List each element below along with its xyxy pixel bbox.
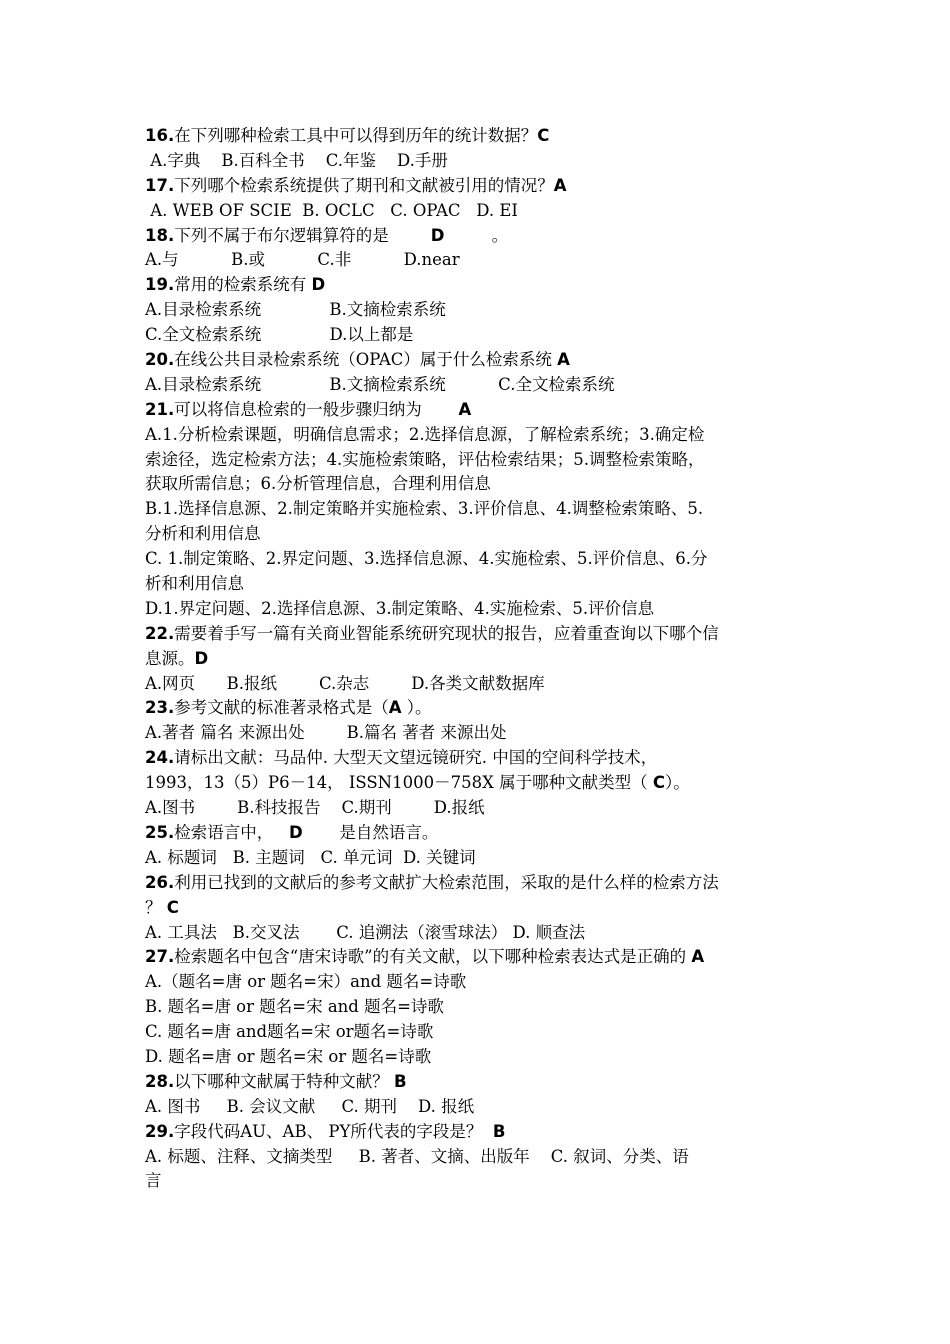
options-line: A.著者 篇名 来源出处 B.篇名 著者 来源出处 [145, 723, 507, 743]
question-line [145, 398, 825, 423]
options-line: A. WEB OF SCIE B. OCLC C. OPAC D. EI [145, 200, 518, 220]
question-tail: ）。 [664, 773, 690, 793]
options-line: A.1.分析检索课题，明确信息需求；2.选择信息源，了解检索系统；3.确定检 [145, 424, 705, 444]
question-text-continued: 1993，13（5）P6－14， ISSN1000－758X 属于哪种文献类型（ [145, 773, 653, 793]
options-line: B.1.选择信息源、2.制定策略并实施检索、3.评价信息、4.调整检索策略、5. [145, 499, 704, 519]
options-line: C.全文检索系统 D.以上都是 [145, 325, 414, 345]
question-continuation [145, 896, 825, 921]
question-text: 检索题名中包含“唐宋诗歌”的有关文献，以下哪种检索表达式是正确的 [174, 947, 692, 967]
options-line: A. 工具法 B.交叉法 C. 追溯法（滚雪球法） D. 顺查法 [145, 922, 586, 942]
question-text: 需要着手写一篇有关商业智能系统研究现状的报告，应着重查询以下哪个信 [174, 623, 719, 643]
options-line: C. 1.制定策略、2.界定问题、3.选择信息源、4.实施检索、5.评价信息、6.分 [145, 549, 708, 569]
question-number: 28. [145, 1071, 175, 1091]
question-text: 下列哪个检索系统提供了期刊和文献被引用的情况？ [174, 175, 554, 195]
answer-letter: C [537, 126, 550, 145]
question-line [145, 746, 825, 771]
question-line [145, 622, 825, 647]
answer-letter: A [553, 175, 567, 195]
question-tail: ）。 [401, 698, 432, 718]
options-line: A.目录检索系统 B.文摘检索系统 C.全文检索系统 [145, 374, 615, 394]
question-line [145, 273, 825, 298]
answer-letter: D [194, 648, 209, 668]
options-line: 言 [145, 1171, 162, 1191]
question-number: 17. [145, 175, 175, 195]
question-number: 24. [145, 748, 175, 768]
answer-letter: D [311, 275, 326, 295]
question-number: 19. [145, 275, 175, 295]
question-line [145, 224, 825, 249]
question-number: 16. [145, 126, 175, 145]
options-line: 获取所需信息；6.分析管理信息，合理利用信息 [145, 474, 491, 494]
question-line [145, 821, 825, 846]
answer-letter: A [458, 399, 472, 419]
question-text: 字段代码AU、AB、 PY所代表的字段是？ [174, 1121, 493, 1141]
document-page [145, 124, 825, 1194]
options-line: A.目录检索系统 B.文摘检索系统 [145, 300, 446, 320]
options-line: D. 题名=唐 or 题名=宋 or 题名=诗歌 [145, 1046, 432, 1066]
options-line: A.与 B.或 C.非 D.near [145, 250, 460, 270]
question-number: 27. [145, 947, 175, 967]
question-line [145, 1070, 825, 1095]
question-number: 20. [145, 350, 175, 370]
answer-letter: C [652, 773, 665, 793]
options-line: C. 题名=唐 and题名=宋 or题名=诗歌 [145, 1022, 434, 1042]
question-text: 常用的检索系统有 [174, 275, 312, 295]
question-text: 检索语言中， [174, 822, 289, 842]
question-text: 请标出文献：马品仲. 大型天文望远镜研究. 中国的空间科学技术， [174, 748, 658, 768]
answer-letter: D [288, 822, 303, 842]
question-text-continued: 息源。 [145, 648, 195, 668]
options-line: A.图书 B.科技报告 C.期刊 D.报纸 [145, 798, 485, 818]
options-line: 索途径，选定检索方法；4.实施检索策略，评估检索结果；5.调整检索策略， [145, 449, 705, 469]
question-number: 21. [145, 399, 175, 419]
question-line [145, 945, 825, 970]
options-line: A. 标题词 B. 主题词 C. 单元词 D. 关键词 [145, 847, 476, 867]
answer-letter: C [166, 897, 179, 917]
question-text: 下列不属于布尔逻辑算符的是 [174, 225, 431, 245]
question-line [145, 124, 825, 149]
options-line: 析和利用信息 [145, 574, 244, 594]
question-text: 以下哪种文献属于特种文献？ [174, 1071, 394, 1091]
options-line: A. 图书 B. 会议文献 C. 期刊 D. 报纸 [145, 1096, 475, 1116]
answer-letter: A [388, 698, 402, 718]
answer-letter: D [430, 225, 445, 245]
question-continuation [145, 771, 825, 796]
question-number: 22. [145, 623, 175, 643]
options-line: B. 题名=唐 or 题名=宋 and 题名=诗歌 [145, 997, 444, 1017]
options-line: A. 标题、注释、文摘类型 B. 著者、文摘、出版年 C. 叙词、分类、语 [145, 1146, 689, 1166]
question-line [145, 1120, 825, 1145]
question-number: 26. [145, 872, 175, 892]
options-line: D.1.界定问题、2.选择信息源、3.制定策略、4.实施检索、5.评价信息 [145, 598, 655, 618]
options-line: A.（题名=唐 or 题名=宋）and 题名=诗歌 [145, 972, 467, 992]
question-tail: 。 [444, 225, 509, 245]
answer-letter: B [492, 1121, 506, 1141]
question-text: 在下列哪种检索工具中可以得到历年的统计数据？ [174, 126, 538, 145]
answer-letter: A [691, 947, 705, 967]
answer-letter: B [393, 1071, 407, 1091]
question-text: 利用已找到的文献后的参考文献扩大检索范围，采取的是什么样的检索方法 [174, 872, 719, 892]
answer-letter: A [557, 350, 570, 370]
question-number: 18. [145, 225, 175, 245]
question-text: 可以将信息检索的一般步骤归纳为 [174, 399, 459, 419]
question-line [145, 871, 825, 896]
options-line: A.字典 B.百科全书 C.年鉴 D.手册 [145, 150, 448, 170]
question-text: 在线公共目录检索系统（OPAC）属于什么检索系统 [174, 350, 558, 370]
options-line: A.网页 B.报纸 C.杂志 D.各类文献数据库 [145, 673, 545, 693]
options-line: 分析和利用信息 [145, 524, 261, 544]
question-text: 参考文献的标准著录格式是（ [174, 698, 389, 718]
question-text-continued: ？ [145, 897, 167, 917]
question-number: 25. [145, 822, 175, 842]
question-line [145, 174, 825, 199]
question-continuation [145, 647, 825, 672]
question-tail: 是自然语言。 [302, 822, 439, 842]
question-line [145, 348, 825, 373]
question-number: 23. [145, 698, 175, 718]
question-number: 29. [145, 1121, 175, 1141]
question-line [145, 696, 825, 721]
